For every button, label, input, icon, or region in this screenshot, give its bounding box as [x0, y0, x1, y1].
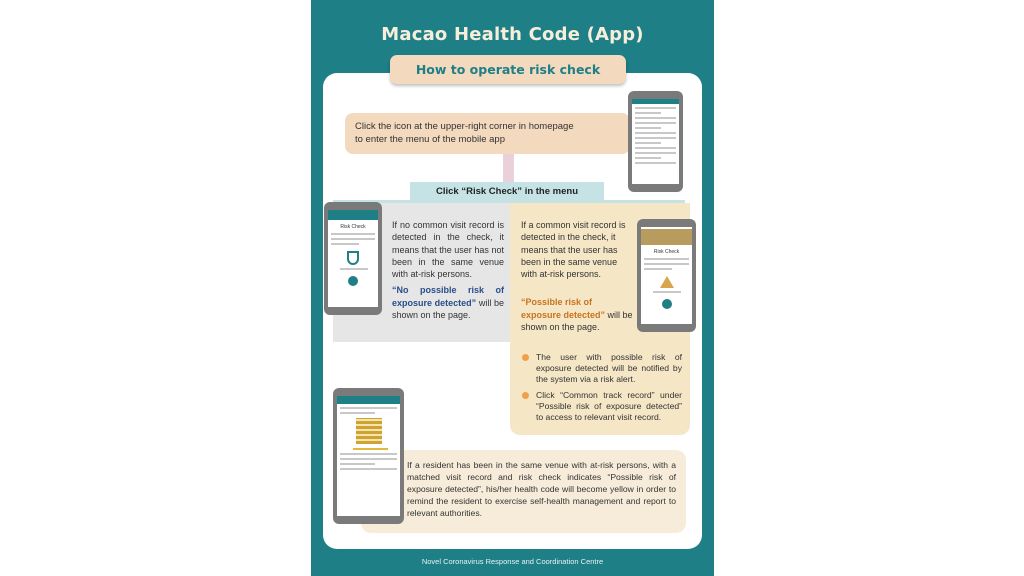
risk-check-screen-title: Risk Check	[340, 224, 366, 230]
risk-description: If a common visit record is detected in the check, it means that the user has been in the same venue with at-risk persons.	[521, 220, 626, 280]
shield-icon	[347, 251, 359, 265]
warning-icon	[660, 276, 674, 288]
phone-no-risk-mockup	[324, 202, 382, 315]
no-risk-label: “No possible risk of exposure detected”	[392, 285, 504, 308]
step1-box	[345, 113, 630, 154]
bullet-dot-icon	[522, 392, 529, 399]
bullet-item: Click “Common track record” under “Possible risk of exposure detected” to access to relevant visit record.	[522, 390, 682, 423]
poster	[311, 0, 714, 576]
resident-note-text: If a resident has been in the same venue with at-risk persons, with a matched visit record and risk check indicates “Possible risk of exposure detected”, his/her health code will become yellow in order to remind the resident to exercise self-health management and report to relevant authorities.	[407, 460, 676, 518]
risk-check-screen-title-2: Risk Check	[653, 249, 680, 255]
step1-line1: Click the icon at the upper-right corner in homepage	[355, 121, 574, 132]
phone-home-mockup	[628, 91, 683, 192]
no-risk-suffix: will be shown on the page.	[392, 297, 504, 321]
no-risk-description: If no common visit record is detected in the check, it means that the user has not been in the same venue with at-risk persons.	[392, 220, 504, 280]
phone-screen	[632, 99, 679, 184]
risk-label: “Possible risk of exposure detected”	[521, 297, 606, 320]
no-risk-text	[392, 219, 504, 321]
menu-button-icon	[348, 276, 358, 286]
menu-button-icon	[662, 299, 672, 309]
risk-text	[521, 219, 633, 333]
phone-risk-mockup	[637, 219, 696, 332]
step2-banner: Click “Risk Check” in the menu	[410, 182, 604, 202]
subtitle-pill: How to operate risk check	[390, 55, 626, 84]
step1-line2: to enter the menu of the mobile app	[355, 134, 505, 145]
risk-bullets-box	[510, 342, 690, 435]
qr-code-icon	[356, 418, 382, 444]
phone-yellow-code-mockup	[333, 388, 404, 524]
bullet-dot-icon	[522, 354, 529, 361]
resident-note-box	[361, 450, 686, 533]
page-title: Macao Health Code (App)	[381, 24, 644, 45]
bullet-item: The user with possible risk of exposure detected will be notified by the system via a risk alert.	[522, 352, 682, 385]
risk-suffix: will be shown on the page.	[521, 309, 633, 333]
step-connector	[503, 154, 514, 183]
footer: Novel Coronavirus Response and Coordination Centre	[421, 557, 604, 566]
